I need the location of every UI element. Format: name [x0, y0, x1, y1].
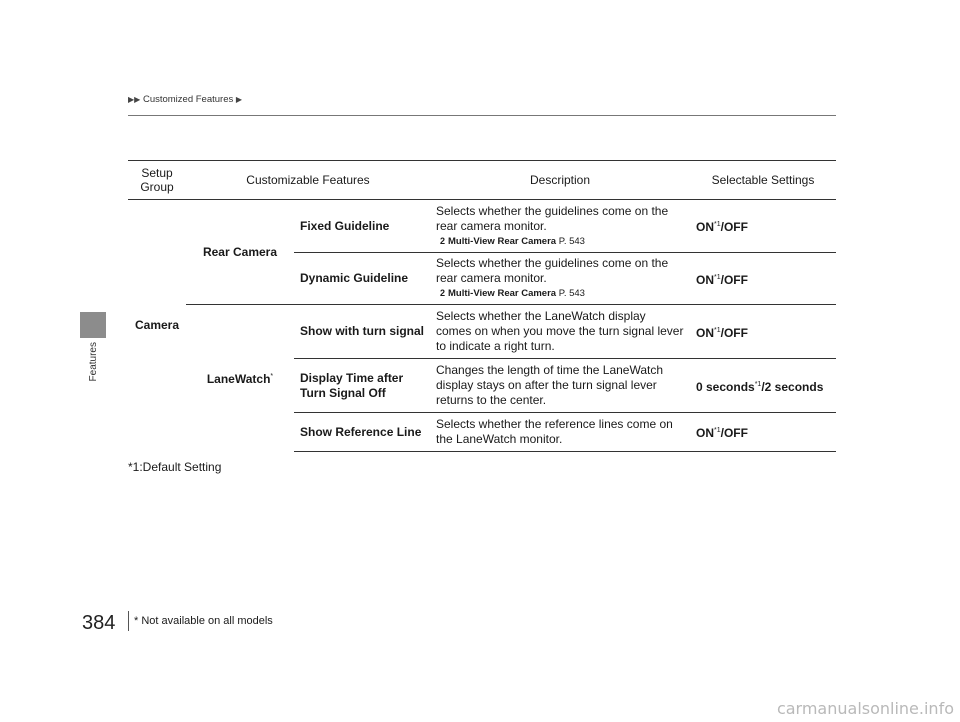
feature-description: Selects whether the reference lines come on the LaneWatch monitor.: [430, 413, 690, 452]
breadcrumb-arrow-icon: ▶▶: [128, 95, 141, 104]
subgroup-rear-camera: Rear Camera: [202, 244, 278, 259]
selectable-setting: 0 seconds$^{*1}$/2 seconds: [690, 359, 836, 413]
customized-features-table: [128, 160, 836, 452]
feature-name: Show Reference Line: [294, 413, 430, 452]
feature-name: Fixed Guideline: [300, 218, 390, 233]
watermark: carmanualsonline.info: [776, 699, 954, 718]
default-setting-footnote: *1:Default Setting: [128, 460, 222, 474]
section-tab-label: Features: [88, 342, 99, 382]
header-setup-group: Setup Group: [128, 161, 186, 200]
breadcrumb-text: Customized Features: [142, 94, 234, 105]
header-description: Description: [430, 161, 690, 200]
feature-name: Show with turn signal: [294, 305, 430, 359]
table-row: [128, 305, 836, 359]
feature-name: Dynamic Guideline: [294, 253, 430, 305]
feature-description: Selects whether the guidelines come on the rear camera monitor. 2 Multi-View Rear Camera P. 543: [430, 200, 690, 253]
feature-name: Display Time after Turn Signal Off: [294, 359, 430, 413]
section-tab: [80, 312, 106, 338]
table-row: [128, 200, 836, 253]
header-selectable-settings: Selectable Settings: [690, 161, 836, 200]
reference-arrow-icon: 2: [440, 235, 446, 246]
feature-description: Selects whether the guidelines come on the rear camera monitor. 2 Multi-View Rear Camera P. 543: [430, 253, 690, 305]
feature-description: Changes the length of time the LaneWatch display stays on after the turn signal lever returns to the center.: [430, 359, 690, 413]
breadcrumb: [128, 94, 242, 105]
selectable-setting: ON$^{*1}$/OFF: [690, 413, 836, 452]
page-reference: 2 Multi-View Rear Camera P. 543: [440, 288, 585, 299]
page-reference: 2 Multi-View Rear Camera P. 543: [440, 235, 585, 247]
footer-divider: [128, 611, 129, 631]
selectable-setting: ON$^{*1}$/OFF: [696, 220, 748, 234]
breadcrumb-arrow-icon: ▶: [235, 95, 243, 104]
selectable-setting: ON$^{*1}$/OFF: [690, 305, 836, 359]
subgroup-lanewatch: LaneWatch*: [186, 305, 294, 452]
selectable-setting: ON$^{*1}$/OFF: [690, 253, 836, 305]
header-customizable-features: Customizable Features: [186, 161, 430, 200]
feature-description: Selects whether the LaneWatch display comes on when you move the turn signal lever to indicate a right turn.: [430, 305, 690, 359]
reference-arrow-icon: 2: [440, 288, 446, 298]
page-number: 384: [82, 612, 116, 634]
setup-group-camera: Camera: [134, 318, 180, 333]
table-header-row: [128, 161, 836, 200]
availability-note: * Not available on all models: [134, 615, 273, 627]
header-divider: [128, 115, 836, 116]
